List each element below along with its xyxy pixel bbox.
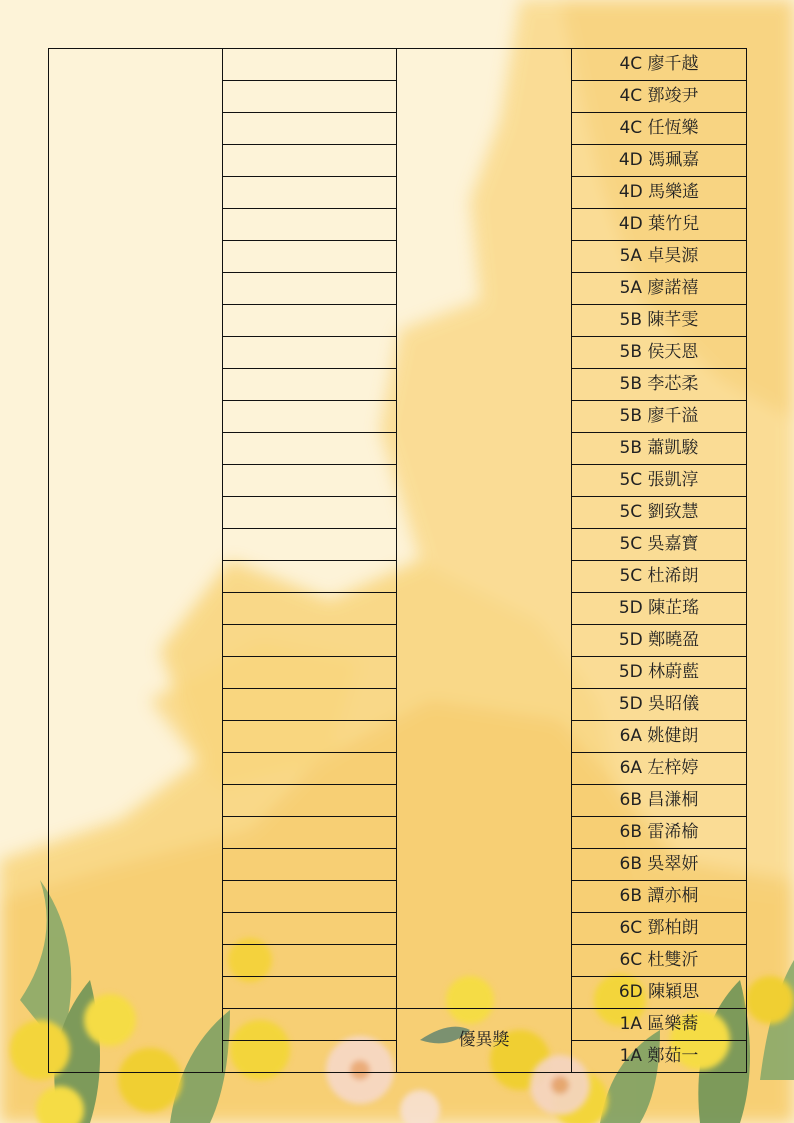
blank-category-cell [49, 49, 223, 1073]
student-name: 5D 鄭曉盈 [572, 625, 747, 657]
blank-cell [223, 145, 397, 177]
award-list-table [48, 48, 747, 1073]
student-name: 5D 陳芷瑤 [572, 593, 747, 625]
blank-cell [223, 177, 397, 209]
student-name: 5C 張凱淳 [572, 465, 747, 497]
blank-cell [223, 465, 397, 497]
student-name: 6A 左梓婷 [572, 753, 747, 785]
blank-cell [223, 817, 397, 849]
student-name: 5B 李芯柔 [572, 369, 747, 401]
blank-cell [223, 497, 397, 529]
blank-cell [223, 849, 397, 881]
student-name: 4D 馬樂遙 [572, 177, 747, 209]
blank-award-cell [397, 49, 572, 1009]
blank-cell [223, 81, 397, 113]
blank-cell [223, 1041, 397, 1073]
student-name: 4C 鄧竣尹 [572, 81, 747, 113]
student-name: 6C 杜雙沂 [572, 945, 747, 977]
blank-cell [223, 593, 397, 625]
blank-cell [223, 881, 397, 913]
student-name: 5A 廖諾禧 [572, 273, 747, 305]
blank-cell [223, 753, 397, 785]
blank-cell [223, 241, 397, 273]
blank-cell [223, 529, 397, 561]
student-name: 6B 雷浠榆 [572, 817, 747, 849]
student-name: 6D 陳穎思 [572, 977, 747, 1009]
student-name: 4C 任恆樂 [572, 113, 747, 145]
student-name: 5B 陳芊雯 [572, 305, 747, 337]
student-name: 5C 劉致慧 [572, 497, 747, 529]
blank-cell [223, 1009, 397, 1041]
student-name: 5A 卓昊源 [572, 241, 747, 273]
blank-cell [223, 785, 397, 817]
blank-cell [223, 625, 397, 657]
student-name: 5D 吳昭儀 [572, 689, 747, 721]
blank-cell [223, 913, 397, 945]
student-name: 6B 吳翠妍 [572, 849, 747, 881]
student-name: 5C 吳嘉寶 [572, 529, 747, 561]
blank-cell [223, 721, 397, 753]
blank-cell [223, 977, 397, 1009]
student-name: 5B 侯天恩 [572, 337, 747, 369]
blank-cell [223, 209, 397, 241]
blank-cell [223, 689, 397, 721]
student-name: 6C 鄧柏朗 [572, 913, 747, 945]
student-name: 6A 姚健朗 [572, 721, 747, 753]
award-label: 優異獎 [397, 1009, 572, 1073]
student-name: 4D 葉竹兒 [572, 209, 747, 241]
student-name: 5B 廖千溢 [572, 401, 747, 433]
blank-cell [223, 305, 397, 337]
student-name: 6B 譚亦桐 [572, 881, 747, 913]
student-name: 4D 馮珮嘉 [572, 145, 747, 177]
blank-cell [223, 273, 397, 305]
student-name: 1A 區樂蕎 [572, 1009, 747, 1041]
blank-cell [223, 113, 397, 145]
student-name: 5B 蕭凱駿 [572, 433, 747, 465]
table-row [49, 49, 747, 81]
student-name: 4C 廖千越 [572, 49, 747, 81]
student-name: 5C 杜浠朗 [572, 561, 747, 593]
blank-cell [223, 337, 397, 369]
blank-cell [223, 433, 397, 465]
blank-cell [223, 49, 397, 81]
student-name: 5D 林蔚藍 [572, 657, 747, 689]
blank-cell [223, 401, 397, 433]
blank-cell [223, 657, 397, 689]
blank-cell [223, 561, 397, 593]
blank-cell [223, 369, 397, 401]
student-name: 1A 鄭茹一 [572, 1041, 747, 1073]
student-name: 6B 昌溓桐 [572, 785, 747, 817]
blank-cell [223, 945, 397, 977]
